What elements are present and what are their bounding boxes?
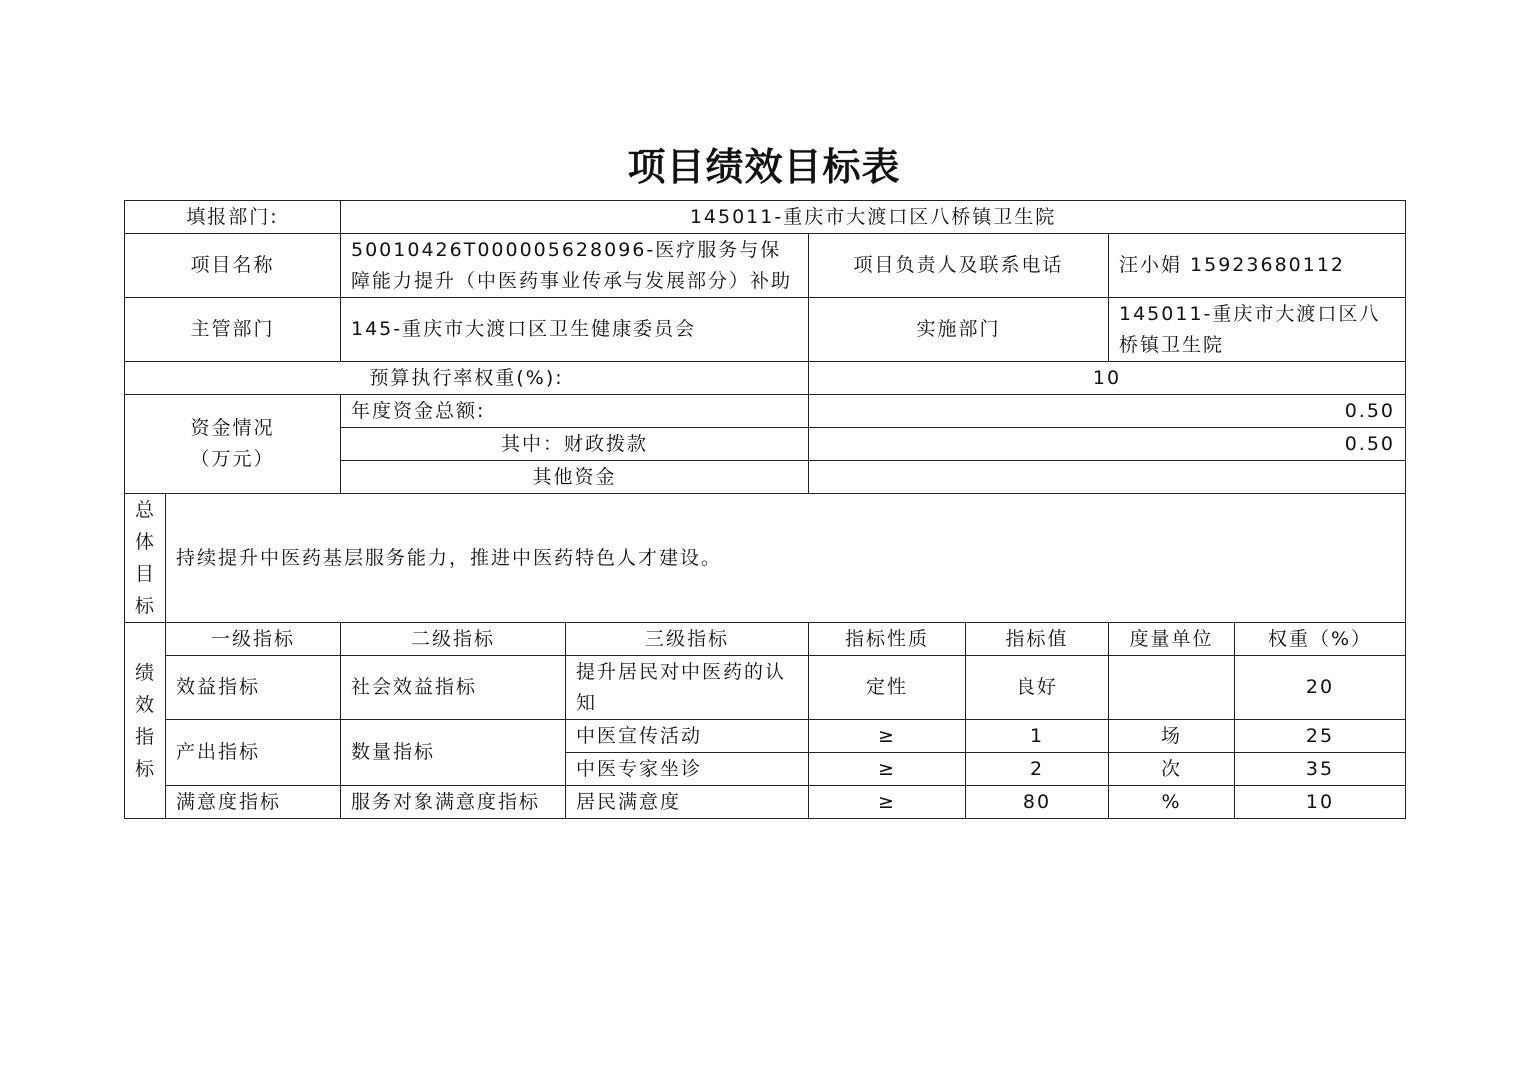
- funds-fiscal-label: 其中：财政拨款: [341, 428, 809, 461]
- table-row: [125, 720, 1406, 753]
- impl-value: 145011-重庆市大渡口区八桥镇卫生院: [1109, 298, 1406, 362]
- nature-cell: ≥: [809, 753, 966, 786]
- table-row: [125, 656, 1406, 720]
- level1-cell: 满意度指标: [166, 786, 341, 819]
- overall-goal-text: 持续提升中医药基层服务能力，推进中医药特色人才建设。: [166, 494, 1406, 623]
- funds-label: [125, 395, 341, 494]
- budget-weight-value: 10: [809, 362, 1406, 395]
- level2-cell: 服务对象满意度指标: [341, 786, 566, 819]
- value-cell: 80: [966, 786, 1109, 819]
- level3-cell: 居民满意度: [566, 786, 809, 819]
- funds-other-value: [809, 461, 1406, 494]
- indicator-header-row: [125, 623, 1406, 656]
- unit-cell: [1109, 656, 1235, 720]
- dept-label: 填报部门:: [125, 201, 341, 234]
- nature-cell: ≥: [809, 786, 966, 819]
- level3-cell: 中医专家坐诊: [566, 753, 809, 786]
- budget-weight-label: 预算执行率权重(%):: [125, 362, 809, 395]
- level1-cell: 效益指标: [166, 656, 341, 720]
- weight-cell: 10: [1235, 786, 1406, 819]
- project-row: [125, 234, 1406, 298]
- overall-goal-label-char: 体: [135, 531, 157, 553]
- supervisor-row: [125, 298, 1406, 362]
- level3-cell: 提升居民对中医药的认知: [566, 656, 809, 720]
- column-header: 权重（%）: [1235, 623, 1406, 656]
- supervisor-value: 145-重庆市大渡口区卫生健康委员会: [341, 298, 809, 362]
- value-cell: 1: [966, 720, 1109, 753]
- funds-fiscal-value: 0.50: [809, 428, 1406, 461]
- level1-cell: 产出指标: [166, 720, 341, 786]
- table-row: [125, 786, 1406, 819]
- nature-cell: ≥: [809, 720, 966, 753]
- performance-target-table: [124, 200, 1406, 819]
- overall-goal-row: [125, 494, 1406, 623]
- overall-goal-label-char: 标: [135, 595, 157, 617]
- column-header: 指标性质: [809, 623, 966, 656]
- funds-label-line2: （万元）: [190, 448, 275, 470]
- weight-cell: 25: [1235, 720, 1406, 753]
- contact-label: 项目负责人及联系电话: [809, 234, 1109, 298]
- funds-label-line1: 资金情况: [190, 417, 275, 439]
- level2-cell: 社会效益指标: [341, 656, 566, 720]
- indicators-label-char: 指: [135, 725, 157, 748]
- dept-row: [125, 201, 1406, 234]
- unit-cell: 次: [1109, 753, 1235, 786]
- overall-goal-label-char: 目: [135, 563, 157, 585]
- contact-value: 汪小娟 15923680112: [1109, 234, 1406, 298]
- overall-goal-label-char: 总: [135, 499, 157, 521]
- level2-cell: 数量指标: [341, 720, 566, 786]
- level3-cell: 中医宣传活动: [566, 720, 809, 753]
- indicators-label-char: 效: [135, 693, 157, 716]
- unit-cell: 场: [1109, 720, 1235, 753]
- column-header: 度量单位: [1109, 623, 1235, 656]
- weight-cell: 20: [1235, 656, 1406, 720]
- indicators-label: [125, 623, 166, 819]
- funds-row-total: [125, 395, 1406, 428]
- column-header: 指标值: [966, 623, 1109, 656]
- funds-total-label: 年度资金总额:: [341, 395, 809, 428]
- column-header: 二级指标: [341, 623, 566, 656]
- weight-cell: 35: [1235, 753, 1406, 786]
- overall-goal-label: [125, 494, 166, 623]
- nature-cell: 定性: [809, 656, 966, 720]
- project-name-label: 项目名称: [125, 234, 341, 298]
- supervisor-label: 主管部门: [125, 298, 341, 362]
- value-cell: 2: [966, 753, 1109, 786]
- column-header: 一级指标: [166, 623, 341, 656]
- impl-label: 实施部门: [809, 298, 1109, 362]
- value-cell: 良好: [966, 656, 1109, 720]
- unit-cell: %: [1109, 786, 1235, 819]
- funds-other-label: 其他资金: [341, 461, 809, 494]
- dept-value: 145011-重庆市大渡口区八桥镇卫生院: [341, 201, 1406, 234]
- funds-total-value: 0.50: [809, 395, 1406, 428]
- column-header: 三级指标: [566, 623, 809, 656]
- document-title: 项目绩效目标表: [627, 144, 901, 189]
- indicators-label-char: 绩: [135, 661, 157, 684]
- project-name-value: 50010426T000005628096-医疗服务与保障能力提升（中医药事业传承与发展部分）补助: [341, 234, 809, 298]
- budget-weight-row: [125, 362, 1406, 395]
- indicators-label-char: 标: [135, 757, 157, 780]
